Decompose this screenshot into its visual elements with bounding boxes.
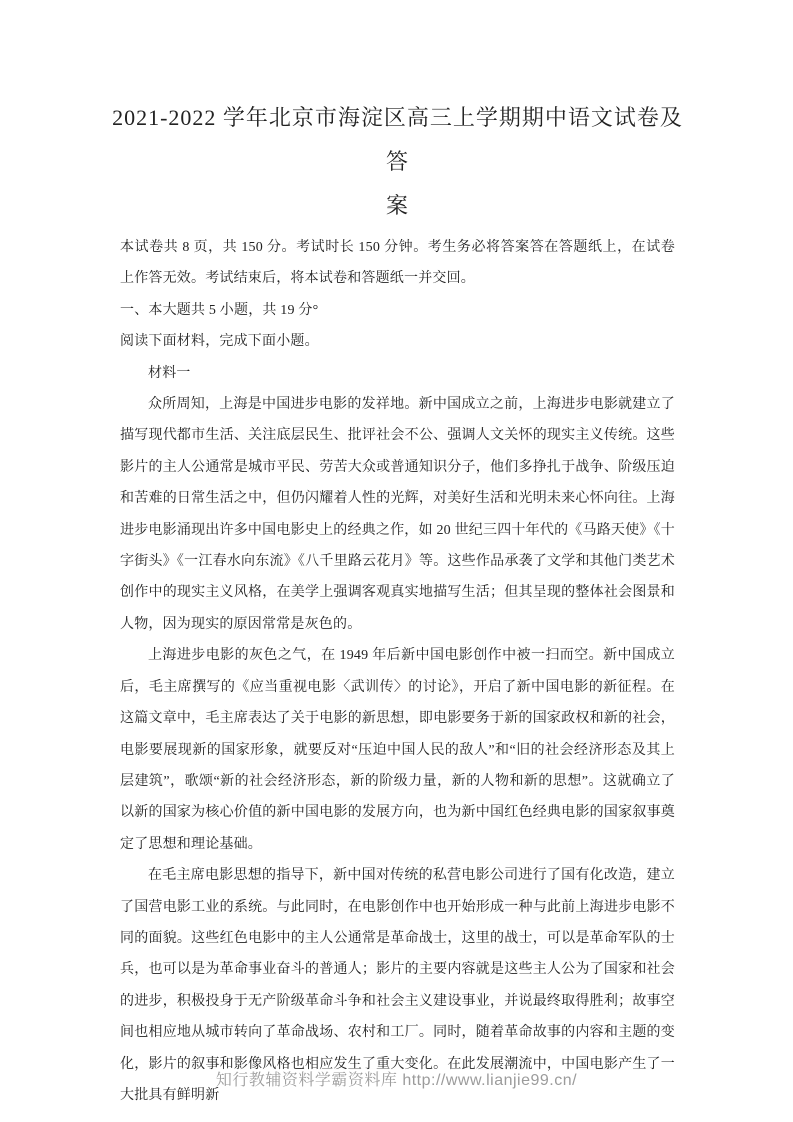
page-title-line-2: 案 (385, 193, 409, 218)
material-paragraph-2: 上海进步电影的灰色之气，在 1949 年后新中国电影创作中被一扫而空。新中国成立后，毛主席撰写的《应当重视电影〈武训传〉的讨论》，开启了新中国电影的新征程。在这篇文章中，毛主席表达了关于电影的新思想，即电影要务于新的国家政权和新的社会，电影要展现新的国家形象，就要反对“压迫中国人民的敌人”和“旧的社会经济形态及其上层建筑”，歌颂“新的社会经济形态，新的阶级力量，新的人物和新的思想”。这就确立了以新的国家为核心价值的新中国电影的发展方向，也为新中国红色经典电影的国家叙事奠定了思想和理论基础。 (120, 648, 675, 852)
material-paragraph-3: 在毛主席电影思想的指导下，新中国对传统的私营电影公司进行了国有化改造，建立了国营电影工业的系统。与此同时，在电影创作中也开始形成一种与此前上海进步电影不同的面貌。这些红色电影中的主人公通常是革命战士，这里的战士，可以是革命军队的士兵，也可以是为革命事业奋斗的普通人；影片的主要内容就是这些主人公为了国家和社会的进步，积极投身于无产阶级革命斗争和社会主义建设事业，并说最终取得胜利；故事空间也相应地从城市转向了革命战场、农村和工厂。同时，随着革命故事的内容和主题的变化，影片的叙事和影像风格也相应发生了重大变化。在此发展潮流中，中国电影产生了一大批具有鲜明新 (120, 868, 675, 1103)
page-title (110, 96, 685, 228)
page-footer-watermark: 知行教辅资料学霸资料库 http://www.lianjie99.cn/ (215, 1072, 578, 1089)
page-title-line-1: 2021-2022 学年北京市海淀区高三上学期期中语文试卷及答 (112, 105, 683, 174)
material-paragraph-1: 众所周知，上海是中国进步电影的发祥地。新中国成立之前，上海进步电影就建立了描写现代都市生活、关注底层民生、批评社会不公、强调人文关怀的现实主义传统。这些影片的主人公通常是城市平民、劳苦大众或普通知识分子，他们多挣扎于战争、阶级压迫和苦难的日常生活之中，但仍闪耀着人性的光辉，对美好生活和光明未来心怀向往。上海进步电影涌现出许多中国电影史上的经典之作，如 20 世纪三四十年代的《马路天使》《十字街头》《一江春水向东流》《八千里路云花月》等。这些作品承袭了文学和其他门类艺术创作中的现实主义风格，在美学上强调客观真实地描写生活；但其呈现的整体社会图景和人物，因为现实的原因常常是灰色的。 (120, 397, 675, 632)
material-one-label: 材料一 (148, 365, 191, 381)
exam-instructions: 本试卷共 8 页，共 150 分。考试时长 150 分钟。考生务必将答案答在答题纸上，在试卷上作答无效。考试结束后，将本试卷和答题纸一并交回。 (120, 240, 675, 287)
section-one-heading: 一、本大题共 5 小题，共 19 分° (120, 302, 319, 318)
document-body (120, 232, 675, 1111)
reading-instruction: 阅读下面材料，完成下面小题。 (120, 334, 319, 350)
